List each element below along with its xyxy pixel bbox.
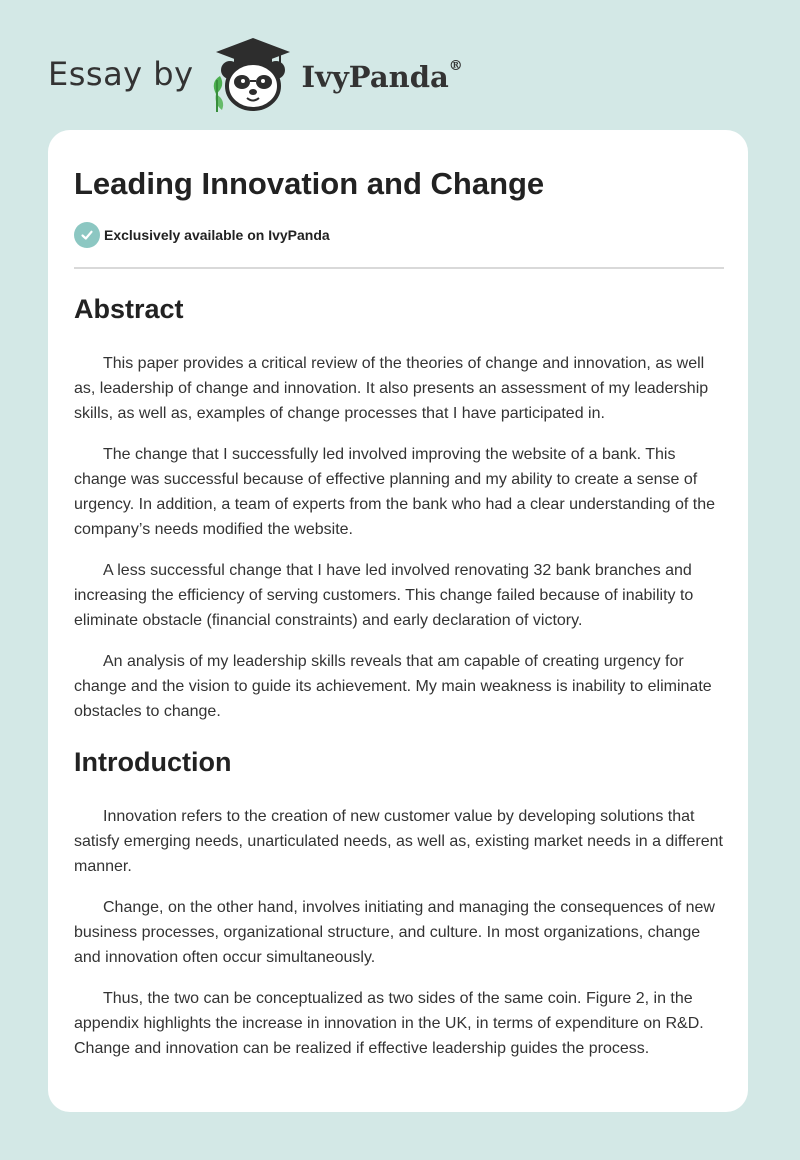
paragraph: Innovation refers to the creation of new customer value by developing solutions that satisfy emerging needs, unarticulated needs, as well as, existing market needs in a different manner.	[74, 808, 723, 875]
section-heading-abstract: Abstract	[74, 294, 184, 324]
paragraph: An analysis of my leadership skills reveals that am capable of creating urgency for change and the vision to guide its achievement. My main weakness is inability to eliminate obstacles to change.	[74, 653, 712, 720]
site-header	[48, 34, 463, 114]
paragraph: Change, on the other hand, involves initiating and managing the consequences of new business processes, organizational structure, and culture. In most organizations, change and innovation often occur simultaneously.	[74, 899, 715, 966]
exclusive-badge	[74, 221, 724, 249]
paragraph: The change that I successfully led involved improving the website of a bank. This change was successful because of effective planning and my ability to create a sense of urgency. In addition, a team of experts from the bank who had a clear understanding of the company’s needs modified the website.	[74, 446, 715, 538]
essay-card	[48, 130, 748, 1112]
registered-mark: ®	[448, 58, 463, 74]
paragraph: Thus, the two can be conceptualized as two sides of the same coin. Figure 2, in the appendix highlights the increase in innovation in the UK, in terms of expenditure on R&D. Change and innovation can be realized if effective leadership guides the process.	[74, 990, 704, 1057]
paragraph: This paper provides a critical review of the theories of change and innovation, as well as, leadership of change and innovation. It also presents an assessment of my leadership skills, as well as, examples of change processes that I have participated in.	[74, 355, 709, 422]
essay-by-label: Essay by	[48, 55, 194, 93]
panda-logo-icon[interactable]	[208, 36, 298, 112]
section-heading-introduction: Introduction	[74, 747, 232, 777]
exclusive-label: Exclusively available on IvyPanda	[104, 227, 330, 243]
divider	[74, 267, 724, 269]
page-title: Leading Innovation and Change	[74, 166, 545, 201]
brand-name[interactable]: IvyPanda®	[301, 58, 463, 94]
check-icon	[74, 222, 100, 248]
essay-content	[74, 162, 724, 1061]
paragraph: A less successful change that I have led involved renovating 32 bank branches and increasing the efficiency of serving customers. This change failed because of inability to eliminate obstacle (financial constraints) and early declaration of victory.	[74, 562, 694, 629]
